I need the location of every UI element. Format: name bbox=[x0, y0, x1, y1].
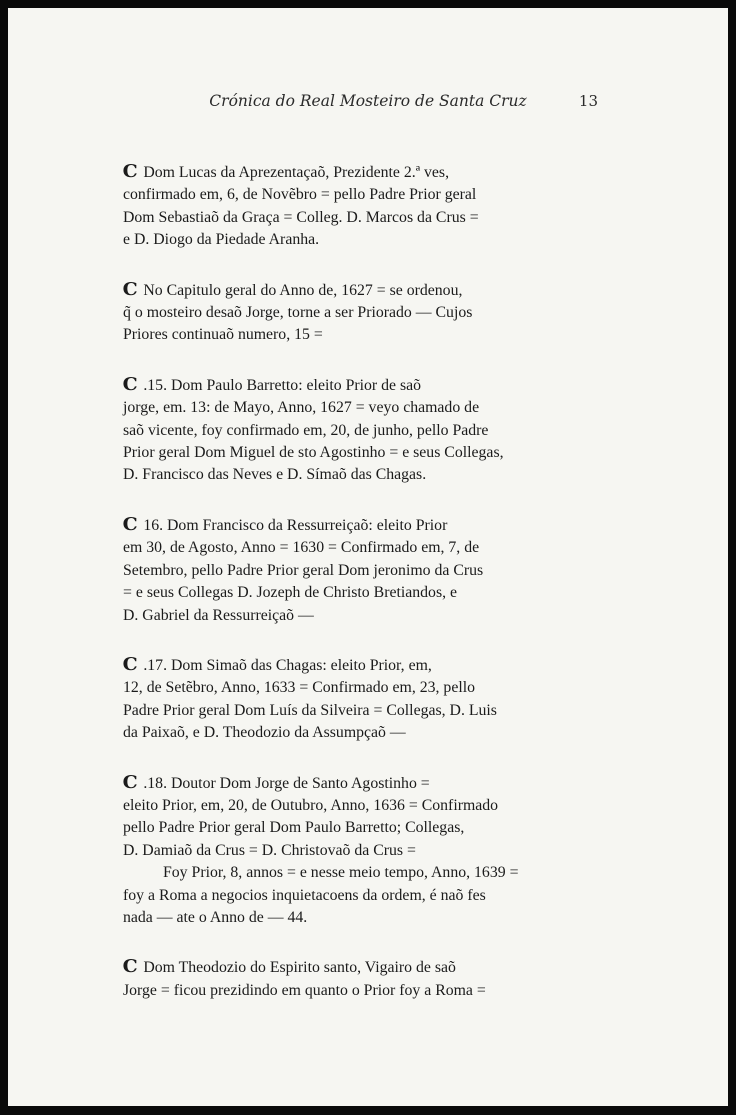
paragraph-3 bbox=[123, 373, 606, 487]
text-line: D. Francisco das Neves e D. Símaõ das Chagas. bbox=[123, 466, 427, 484]
text-line: Jorge = ficou prezidindo em quanto o Prior foy a Roma = bbox=[123, 981, 486, 999]
text-line: No Capitulo geral do Anno de, 1627 = se ordenou, bbox=[143, 281, 463, 299]
text-line: Setembro, pello Padre Prior geral Dom jeronimo da Crus bbox=[123, 561, 484, 579]
text-line: 16. Dom Francisco da Ressurreiçaõ: eleito Prior bbox=[143, 516, 448, 534]
paragraph-mark-icon: Ⅽ bbox=[122, 956, 138, 977]
text-line: .18. Doutor Dom Jorge de Santo Agostinho = bbox=[143, 774, 430, 792]
text-line: pello Padre Prior geral Dom Paulo Barretto; Collegas, bbox=[123, 819, 465, 837]
paragraph-mark-icon: Ⅽ bbox=[122, 278, 138, 299]
text-line: .17. Dom Simaõ das Chagas: eleito Prior, em, bbox=[143, 656, 432, 674]
text-line: nada — ate o Anno de — 44. bbox=[123, 908, 308, 926]
paragraph-7 bbox=[123, 862, 606, 929]
text-line: saõ vicente, foy confirmado em, 20, de junho, pello Padre bbox=[123, 421, 489, 439]
paragraph-mark-icon: Ⅽ bbox=[122, 513, 138, 534]
running-title: Crónica do Real Mosteiro de Santa Cruz bbox=[209, 92, 527, 110]
paragraph-5 bbox=[123, 653, 606, 745]
text-line: Dom Theodozio do Espirito santo, Vigairo de saõ bbox=[143, 959, 456, 977]
text-line: eleito Prior, em, 20, de Outubro, Anno, 1636 = Confirmado bbox=[123, 796, 499, 814]
text-line: Priores continuaõ numero, 15 = bbox=[123, 326, 323, 344]
paragraph-mark-icon: Ⅽ bbox=[122, 771, 138, 792]
text-line: foy a Roma a negocios inquietacoens da ordem, é naõ fes bbox=[123, 886, 486, 904]
paragraph-mark-icon: Ⅽ bbox=[122, 373, 138, 394]
text-line: q̃ o mosteiro desaõ Jorge, torne a ser Priorado — Cujos bbox=[123, 304, 473, 322]
paragraph-8 bbox=[123, 955, 606, 1002]
text-line: 12, de Setẽbro, Anno, 1633 = Confirmado em, 23, pello bbox=[123, 679, 476, 697]
text-line: .15. Dom Paulo Barretto: eleito Prior de saõ bbox=[143, 376, 422, 394]
text-line: em 30, de Agosto, Anno = 1630 = Confirmado em, 7, de bbox=[123, 539, 480, 557]
paragraph-mark-icon: Ⅽ bbox=[122, 161, 138, 181]
text-line: Padre Prior geral Dom Luís da Silveira = Collegas, D. Luis bbox=[123, 701, 497, 719]
page-number: 13 bbox=[578, 92, 598, 110]
text-line: confirmado em, 6, de Novẽbro = pello Padre Prior geral bbox=[123, 186, 477, 204]
text-line: jorge, em. 13: de Mayo, Anno, 1627 = veyo chamado de bbox=[123, 399, 480, 417]
text-line: da Paixaõ, e D. Theodozio da Assumpçaõ — bbox=[123, 724, 406, 742]
paragraph-mark-icon: Ⅽ bbox=[122, 653, 138, 674]
paragraph-4 bbox=[123, 513, 606, 627]
paragraph-2 bbox=[123, 278, 606, 347]
page-header bbox=[8, 92, 728, 116]
text-line: Prior geral Dom Miguel de sto Agostinho = e seus Collegas, bbox=[123, 444, 504, 462]
text-line: Dom Sebastiaõ da Graça = Colleg. D. Marcos da Crus = bbox=[123, 208, 479, 226]
text-line: = e seus Collegas D. Jozeph de Christo Bretiandos, e bbox=[123, 584, 458, 602]
page-body bbox=[123, 160, 606, 1028]
paragraph-1 bbox=[123, 160, 606, 252]
document-page bbox=[8, 8, 728, 1106]
paragraph-6 bbox=[123, 771, 606, 863]
text-line: Foy Prior, 8, annos = e nesse meio tempo, Anno, 1639 = bbox=[163, 864, 519, 882]
text-line: Dom Lucas da Aprezentaçaõ, Prezidente 2.ª ves, bbox=[143, 164, 450, 181]
text-line: D. Gabriel da Ressurreiçaõ — bbox=[123, 606, 314, 624]
text-line: D. Damiaõ da Crus = D. Christovaõ da Crus = bbox=[123, 841, 416, 859]
text-line: e D. Diogo da Piedade Aranha. bbox=[123, 231, 320, 249]
